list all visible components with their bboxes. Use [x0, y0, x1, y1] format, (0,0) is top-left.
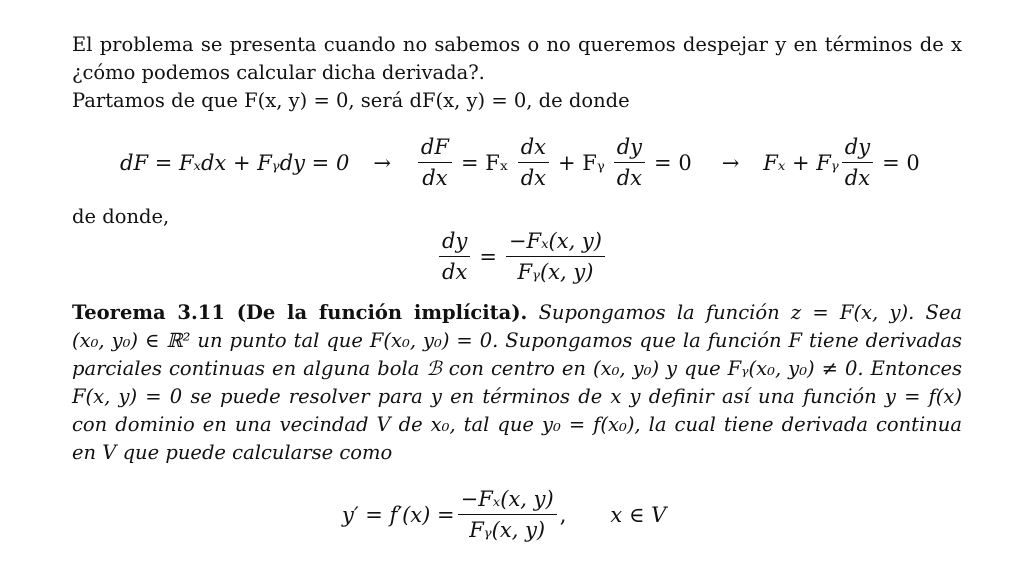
intro-line-2: ¿cómo podemos calcular dicha derivada?.	[72, 61, 485, 84]
fraction-numerator: −Fₓ(x, y)	[458, 486, 557, 515]
intro-line-3: Partamos de que F(x, y) = 0, será dF(x, y) = 0, de donde	[72, 89, 630, 112]
theorem-title: Teorema 3.11 (De la función implícita).	[72, 301, 528, 324]
fraction-numerator: dy	[439, 228, 470, 257]
theorem-line-4: F(x, y) = 0 se puede resolver para y en términos de x y definir así una función y = f(x)	[72, 385, 962, 408]
fraction-dy-dx-2	[842, 134, 873, 191]
equation-implicit-derivative	[342, 486, 666, 543]
intro-line-1: El problema se presenta cuando no sabemos o no queremos despejar y en términos de x	[72, 33, 962, 56]
fraction-denominator: dx	[422, 166, 448, 190]
eq1-plus: + Fᵧ	[557, 150, 605, 175]
fraction-rhs	[506, 228, 605, 285]
arrow-icon: →	[721, 150, 740, 175]
fraction-numerator: dy	[842, 134, 873, 163]
fraction-denominator: Fᵧ(x, y)	[517, 260, 594, 284]
eq3-condition: x ∈ V	[610, 502, 667, 527]
eq1-part3-tail: = 0	[882, 150, 920, 175]
arrow-icon: →	[373, 150, 391, 175]
fraction-dy-dx	[614, 134, 645, 191]
equation-differential	[120, 134, 926, 191]
fraction-denominator: dx	[844, 166, 871, 190]
eq1-tail: = 0	[654, 150, 692, 175]
theorem-line-5: con dominio en una vecindad V de x₀, tal que y₀ = f(x₀), la cual tiene derivada continua	[72, 413, 962, 436]
eq1-part3-lead: Fₓ + Fᵧ	[763, 150, 839, 175]
fraction-numerator: dy	[614, 134, 645, 163]
fraction-denominator: dx	[442, 260, 468, 284]
theorem-line-2: (x₀, y₀) ∈ ℝ² un punto tal que F(x₀, y₀) = 0. Supongamos que la función F tiene derivadas	[72, 329, 962, 352]
eq3-lhs: y′ = f′(x) =	[342, 502, 455, 527]
fraction-implicit	[458, 486, 557, 543]
equals-sign: =	[479, 244, 497, 269]
fraction-dF-dx	[418, 134, 452, 191]
fraction-dx-dx	[518, 134, 549, 191]
equation-derivative	[436, 228, 608, 285]
fraction-numerator: dF	[418, 134, 452, 163]
theorem-line-1	[72, 300, 962, 326]
eq1-part1: dF = Fₓdx + Fᵧdy = 0	[120, 150, 350, 175]
eq3-comma: ,	[559, 502, 567, 527]
theorem-text-1: Supongamos la función z = F(x, y). Sea	[538, 301, 963, 324]
eq1-mid: = Fₓ	[460, 150, 509, 175]
fraction-numerator: −Fₓ(x, y)	[506, 228, 605, 257]
fraction-denominator: Fᵧ(x, y)	[469, 518, 546, 542]
de-donde-text: de donde,	[72, 205, 170, 228]
theorem-line-3: parciales continuas en alguna bola ℬ con centro en (x₀, y₀) y que Fᵧ(x₀, y₀) ≠ 0. Entonces	[72, 357, 962, 380]
fraction-denominator: dx	[616, 166, 643, 190]
fraction-dy-dx-lhs	[439, 228, 470, 285]
fraction-denominator: dx	[520, 166, 546, 190]
fraction-numerator: dx	[518, 134, 549, 163]
theorem-line-6: en V que puede calcularse como	[72, 441, 393, 464]
